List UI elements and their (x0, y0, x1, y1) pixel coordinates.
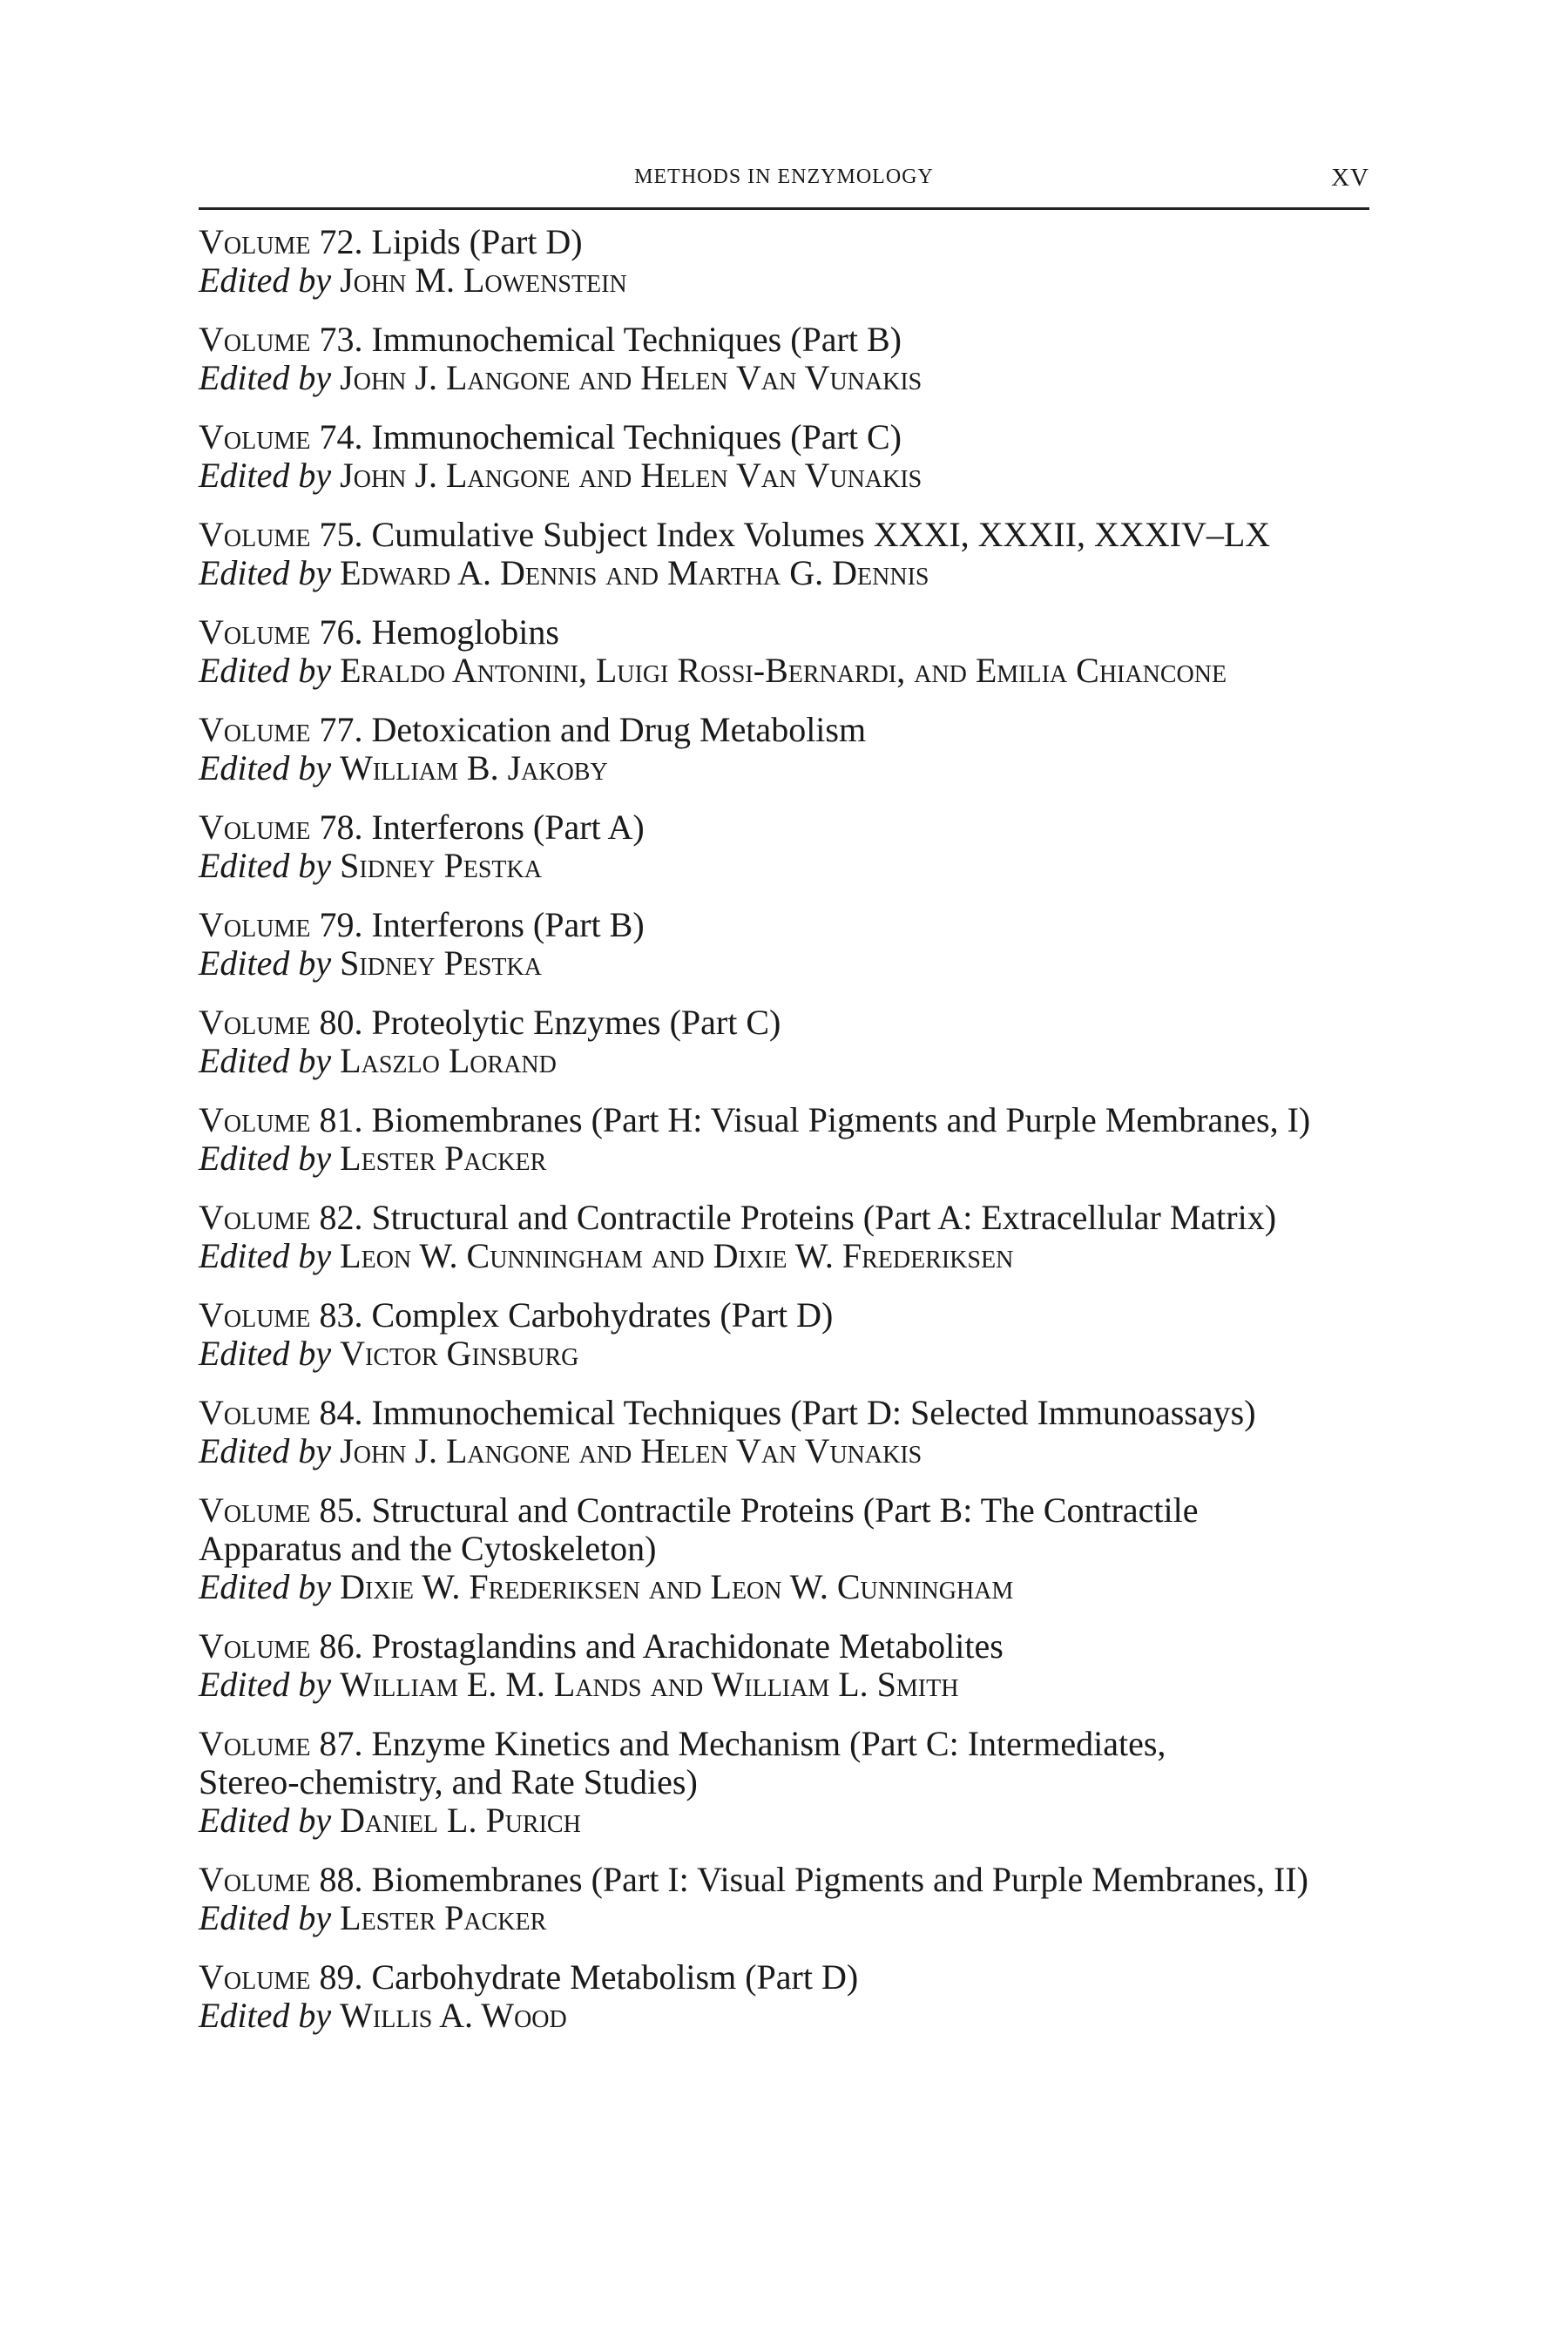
editor-line (199, 1801, 1383, 1840)
volume-title: Structural and Contractile Proteins (Part B: The Contractile (371, 1490, 1199, 1530)
edited-by-label: Edited by (199, 1431, 332, 1470)
volume-number: 73. (319, 320, 363, 359)
volume-title: Biomembranes (Part H: Visual Pigments and Purple Membranes, I) (371, 1100, 1311, 1139)
volume-title: Immunochemical Techniques (Part C) (371, 417, 902, 456)
volume-number: 76. (319, 612, 363, 652)
volume-label: Volume (199, 1957, 311, 1997)
volume-title: Prostaglandins and Arachidonate Metabolites (371, 1626, 1004, 1666)
editor-line (199, 1899, 1383, 1937)
running-title: METHODS IN ENZYMOLOGY (634, 166, 934, 188)
editor-names: Willis A. Wood (340, 1996, 567, 2035)
editor-line (199, 1666, 1383, 1704)
volume-entry (199, 1004, 1383, 1080)
volume-label: Volume (199, 1490, 311, 1530)
volume-entry (199, 808, 1383, 885)
edited-by-label: Edited by (199, 358, 332, 397)
volume-title-line (199, 1725, 1383, 1763)
editor-names: John J. Langone and Helen Van Vunakis (340, 1431, 923, 1470)
volume-title: Biomembranes (Part I: Visual Pigments and Purple Membranes, II) (371, 1860, 1308, 1899)
editor-names: Eraldo Antonini, Luigi Rossi-Bernardi, and Emilia Chiancone (340, 651, 1227, 690)
volume-entry (199, 1861, 1383, 1937)
editor-names: William B. Jakoby (340, 748, 608, 787)
volume-number: 85. (319, 1490, 363, 1530)
volume-entry (199, 1101, 1383, 1178)
volume-number: 86. (319, 1626, 363, 1666)
volume-title-continuation (199, 1763, 1383, 1801)
editor-names: Dixie W. Frederiksen and Leon W. Cunningham (340, 1567, 1014, 1606)
editor-names: John J. Langone and Helen Van Vunakis (340, 456, 923, 495)
volume-entry (199, 613, 1383, 690)
edited-by-label: Edited by (199, 260, 332, 300)
volume-label: Volume (199, 1860, 311, 1899)
volume-title: Immunochemical Techniques (Part D: Selected Immunoassays) (371, 1393, 1256, 1432)
volume-title: Detoxication and Drug Metabolism (371, 710, 867, 749)
editor-names: Lester Packer (340, 1898, 547, 1937)
editor-line (199, 847, 1383, 885)
editor-names: Sidney Pestka (340, 846, 542, 885)
edited-by-label: Edited by (199, 651, 332, 690)
volume-title: Carbohydrate Metabolism (Part D) (371, 1957, 859, 1997)
volume-title: Apparatus and the Cytoskeleton) (199, 1529, 657, 1568)
volume-label: Volume (199, 1198, 311, 1237)
edited-by-label: Edited by (199, 456, 332, 495)
volume-number: 74. (319, 417, 363, 456)
editor-line (199, 1139, 1383, 1178)
volume-label: Volume (199, 612, 311, 652)
volume-label: Volume (199, 320, 311, 359)
volume-entry (199, 1199, 1383, 1275)
editor-line (199, 1568, 1383, 1606)
editor-line (199, 456, 1383, 495)
editor-line (199, 944, 1383, 983)
volume-label: Volume (199, 1393, 311, 1432)
volume-entry (199, 321, 1383, 397)
volume-title-line (199, 808, 1383, 847)
editor-names: Edward A. Dennis and Martha G. Dennis (340, 553, 929, 592)
edited-by-label: Edited by (199, 1334, 332, 1373)
editor-line (199, 1997, 1383, 2035)
edited-by-label: Edited by (199, 1236, 332, 1275)
edited-by-label: Edited by (199, 943, 332, 983)
volume-entry (199, 1958, 1383, 2035)
volume-title: Proteolytic Enzymes (Part C) (371, 1003, 781, 1042)
volume-title-line (199, 1491, 1383, 1530)
volume-list (199, 223, 1383, 2056)
volume-title: Interferons (Part B) (371, 905, 645, 944)
editor-names: John M. Lowenstein (340, 260, 627, 300)
volume-number: 84. (319, 1393, 363, 1432)
volume-label: Volume (199, 1724, 311, 1763)
volume-title-line (199, 613, 1383, 652)
volume-entry (199, 516, 1383, 592)
volume-number: 87. (319, 1724, 363, 1763)
volume-number: 81. (319, 1100, 363, 1139)
volume-title-line (199, 1101, 1383, 1139)
volume-number: 80. (319, 1003, 363, 1042)
volume-entry (199, 1296, 1383, 1373)
editor-names: Leon W. Cunningham and Dixie W. Frederiksen (340, 1236, 1014, 1275)
edited-by-label: Edited by (199, 1898, 332, 1937)
volume-title-line (199, 1394, 1383, 1432)
volume-title-line (199, 1861, 1383, 1899)
editor-names: Sidney Pestka (340, 943, 542, 983)
volume-number: 72. (319, 222, 363, 261)
volume-title-line (199, 1199, 1383, 1237)
editor-names: Victor Ginsburg (340, 1334, 579, 1373)
editor-line (199, 1335, 1383, 1373)
volume-label: Volume (199, 1295, 311, 1335)
volume-number: 78. (319, 808, 363, 847)
volume-number: 77. (319, 710, 363, 749)
volume-number: 75. (319, 515, 363, 554)
volume-number: 88. (319, 1860, 363, 1899)
volume-title: Enzyme Kinetics and Mechanism (Part C: Intermediates, (371, 1724, 1166, 1763)
volume-entry (199, 906, 1383, 983)
editor-names: Laszlo Lorand (340, 1041, 557, 1080)
volume-number: 83. (319, 1295, 363, 1335)
volume-title: Stereo-chemistry, and Rate Studies) (199, 1762, 698, 1801)
editor-line (199, 1237, 1383, 1275)
volume-label: Volume (199, 1003, 311, 1042)
page-number: XV (1331, 164, 1369, 192)
volume-title: Cumulative Subject Index Volumes XXXI, XXXII, XXXIV–LX (371, 515, 1271, 554)
header-rule (199, 207, 1369, 210)
editor-line (199, 749, 1383, 787)
volume-title: Complex Carbohydrates (Part D) (371, 1295, 834, 1335)
volume-entry (199, 223, 1383, 300)
volume-title-line (199, 711, 1383, 749)
editor-line (199, 359, 1383, 397)
volume-label: Volume (199, 417, 311, 456)
edited-by-label: Edited by (199, 1801, 332, 1840)
edited-by-label: Edited by (199, 1139, 332, 1178)
volume-entry (199, 1394, 1383, 1470)
running-head (199, 164, 1369, 199)
editor-line (199, 261, 1383, 300)
editor-names: William E. M. Lands and William L. Smith (340, 1665, 959, 1704)
volume-entry (199, 418, 1383, 495)
volume-entry (199, 711, 1383, 787)
volume-label: Volume (199, 808, 311, 847)
edited-by-label: Edited by (199, 1567, 332, 1606)
volume-label: Volume (199, 1626, 311, 1666)
edited-by-label: Edited by (199, 1665, 332, 1704)
editor-names: Daniel L. Purich (340, 1801, 581, 1840)
volume-number: 89. (319, 1957, 363, 1997)
volume-number: 79. (319, 905, 363, 944)
volume-title-line (199, 906, 1383, 944)
volume-title: Immunochemical Techniques (Part B) (371, 320, 902, 359)
volume-title-line (199, 418, 1383, 456)
volume-entry (199, 1627, 1383, 1704)
volume-title-line (199, 1627, 1383, 1666)
edited-by-label: Edited by (199, 846, 332, 885)
volume-title-line (199, 223, 1383, 261)
editor-line (199, 1042, 1383, 1080)
volume-label: Volume (199, 905, 311, 944)
edited-by-label: Edited by (199, 1996, 332, 2035)
volume-title-line (199, 1958, 1383, 1997)
edited-by-label: Edited by (199, 748, 332, 787)
volume-title-line (199, 1004, 1383, 1042)
edited-by-label: Edited by (199, 1041, 332, 1080)
volume-label: Volume (199, 222, 311, 261)
volume-title-continuation (199, 1530, 1383, 1568)
volume-title-line (199, 1296, 1383, 1335)
volume-title: Lipids (Part D) (371, 222, 583, 261)
volume-title: Interferons (Part A) (371, 808, 645, 847)
volume-number: 82. (319, 1198, 363, 1237)
volume-title: Hemoglobins (371, 612, 559, 652)
volume-label: Volume (199, 515, 311, 554)
volume-entry (199, 1491, 1383, 1606)
editor-line (199, 652, 1383, 690)
volume-title: Structural and Contractile Proteins (Part A: Extracellular Matrix) (371, 1198, 1277, 1237)
editor-line (199, 554, 1383, 592)
volume-title-line (199, 321, 1383, 359)
volume-entry (199, 1725, 1383, 1840)
editor-names: John J. Langone and Helen Van Vunakis (340, 358, 923, 397)
volume-label: Volume (199, 710, 311, 749)
edited-by-label: Edited by (199, 553, 332, 592)
editor-line (199, 1432, 1383, 1470)
editor-names: Lester Packer (340, 1139, 547, 1178)
volume-title-line (199, 516, 1383, 554)
volume-label: Volume (199, 1100, 311, 1139)
